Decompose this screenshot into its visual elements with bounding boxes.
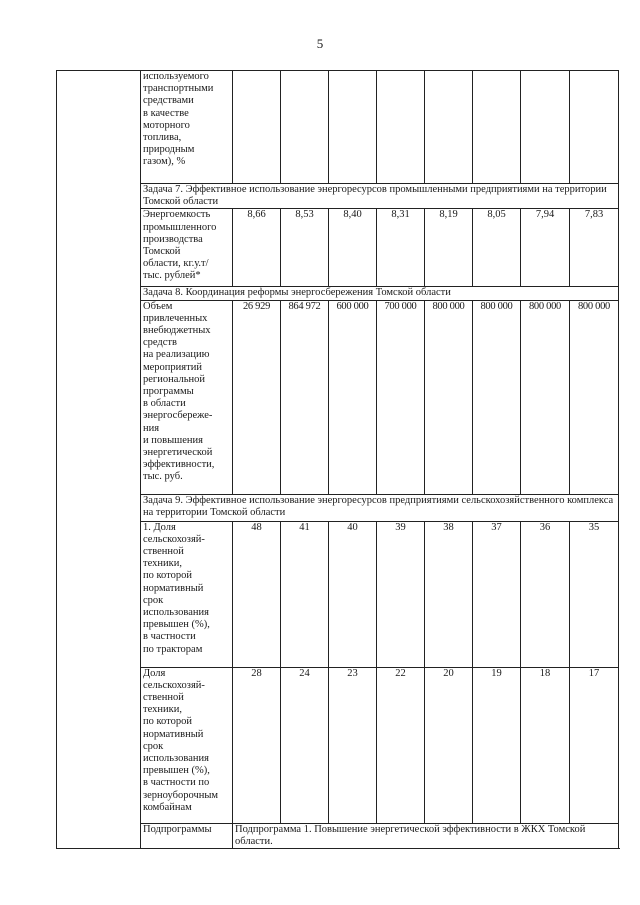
table-row [57, 209, 619, 287]
value-cell: 8,66 [233, 209, 281, 287]
table-row [57, 300, 619, 494]
subprogram-row [57, 823, 619, 848]
value-cell: 39 [377, 521, 425, 667]
value-cell: 48 [233, 521, 281, 667]
value-cell: 28 [233, 667, 281, 823]
value-cell: 8,05 [473, 209, 521, 287]
value-cell: 20 [425, 667, 473, 823]
value-cell: 800 000 [425, 300, 473, 494]
value-cell [233, 71, 281, 184]
value-cell [425, 71, 473, 184]
indicators-table [56, 70, 619, 849]
subprogram-1-text: Подпрограмма 1. Повышение энергетической эффективности в ЖКХ Томской области. [233, 823, 619, 848]
value-cell: 22 [377, 667, 425, 823]
value-cell: 864 972 [281, 300, 329, 494]
value-cell: 800 000 [521, 300, 570, 494]
value-cell: 8,53 [281, 209, 329, 287]
value-cell: 8,31 [377, 209, 425, 287]
indicator-label: используемого транспортными средствами в качестве моторного топлива, природным газом), % [141, 71, 233, 184]
task-row [57, 287, 619, 300]
value-cell: 800 000 [570, 300, 619, 494]
table-row [57, 667, 619, 823]
value-cell: 23 [329, 667, 377, 823]
value-cell [473, 71, 521, 184]
value-cell: 17 [570, 667, 619, 823]
value-cell: 41 [281, 521, 329, 667]
indicator-label: Энергоемкость промышленного производства Томской области, кг.у.т/ тыс. рублей* [141, 209, 233, 287]
table-row [57, 521, 619, 667]
value-cell: 36 [521, 521, 570, 667]
value-cell [281, 71, 329, 184]
task-7-heading: Задача 7. Эффективное использование энергоресурсов промышленными предприятиями на территории Томской области [141, 184, 619, 209]
value-cell: 37 [473, 521, 521, 667]
value-cell: 35 [570, 521, 619, 667]
indicator-label: Доля сельскохозяй- ственной техники, по которой нормативный срок использования превышен (%), в частности по зерноуборочным комбайнам [141, 667, 233, 823]
value-cell [377, 71, 425, 184]
value-cell: 7,83 [570, 209, 619, 287]
table-row [57, 71, 619, 184]
page-number: 5 [316, 36, 324, 51]
value-cell: 19 [473, 667, 521, 823]
indicator-label: Объем привлеченных внебюджетных средств на реализацию мероприятий региональной программы в области энергосбереже- ния и повышения энергетической эффективности, тыс. руб. [141, 300, 233, 494]
value-cell: 18 [521, 667, 570, 823]
subprograms-label: Подпрограммы [141, 823, 233, 848]
value-cell [521, 71, 570, 184]
task-9-heading: Задача 9. Эффективное использование энергоресурсов предприятиями сельскохозяйственного комплекса на территории Томской области [141, 494, 619, 521]
left-column-cell [57, 71, 141, 849]
value-cell: 26 929 [233, 300, 281, 494]
value-cell: 7,94 [521, 209, 570, 287]
value-cell: 24 [281, 667, 329, 823]
value-cell: 800 000 [473, 300, 521, 494]
task-row [57, 184, 619, 209]
value-cell: 8,19 [425, 209, 473, 287]
indicator-label: 1. Доля сельскохозяй- ственной техники, по которой нормативный срок использования превышен (%), в частности по тракторам [141, 521, 233, 667]
value-cell [329, 71, 377, 184]
value-cell: 40 [329, 521, 377, 667]
task-8-heading: Задача 8. Координация реформы энергосбережения Томской области [141, 287, 619, 300]
value-cell [570, 71, 619, 184]
value-cell: 8,40 [329, 209, 377, 287]
value-cell: 600 000 [329, 300, 377, 494]
task-row [57, 494, 619, 521]
value-cell: 700 000 [377, 300, 425, 494]
value-cell: 38 [425, 521, 473, 667]
